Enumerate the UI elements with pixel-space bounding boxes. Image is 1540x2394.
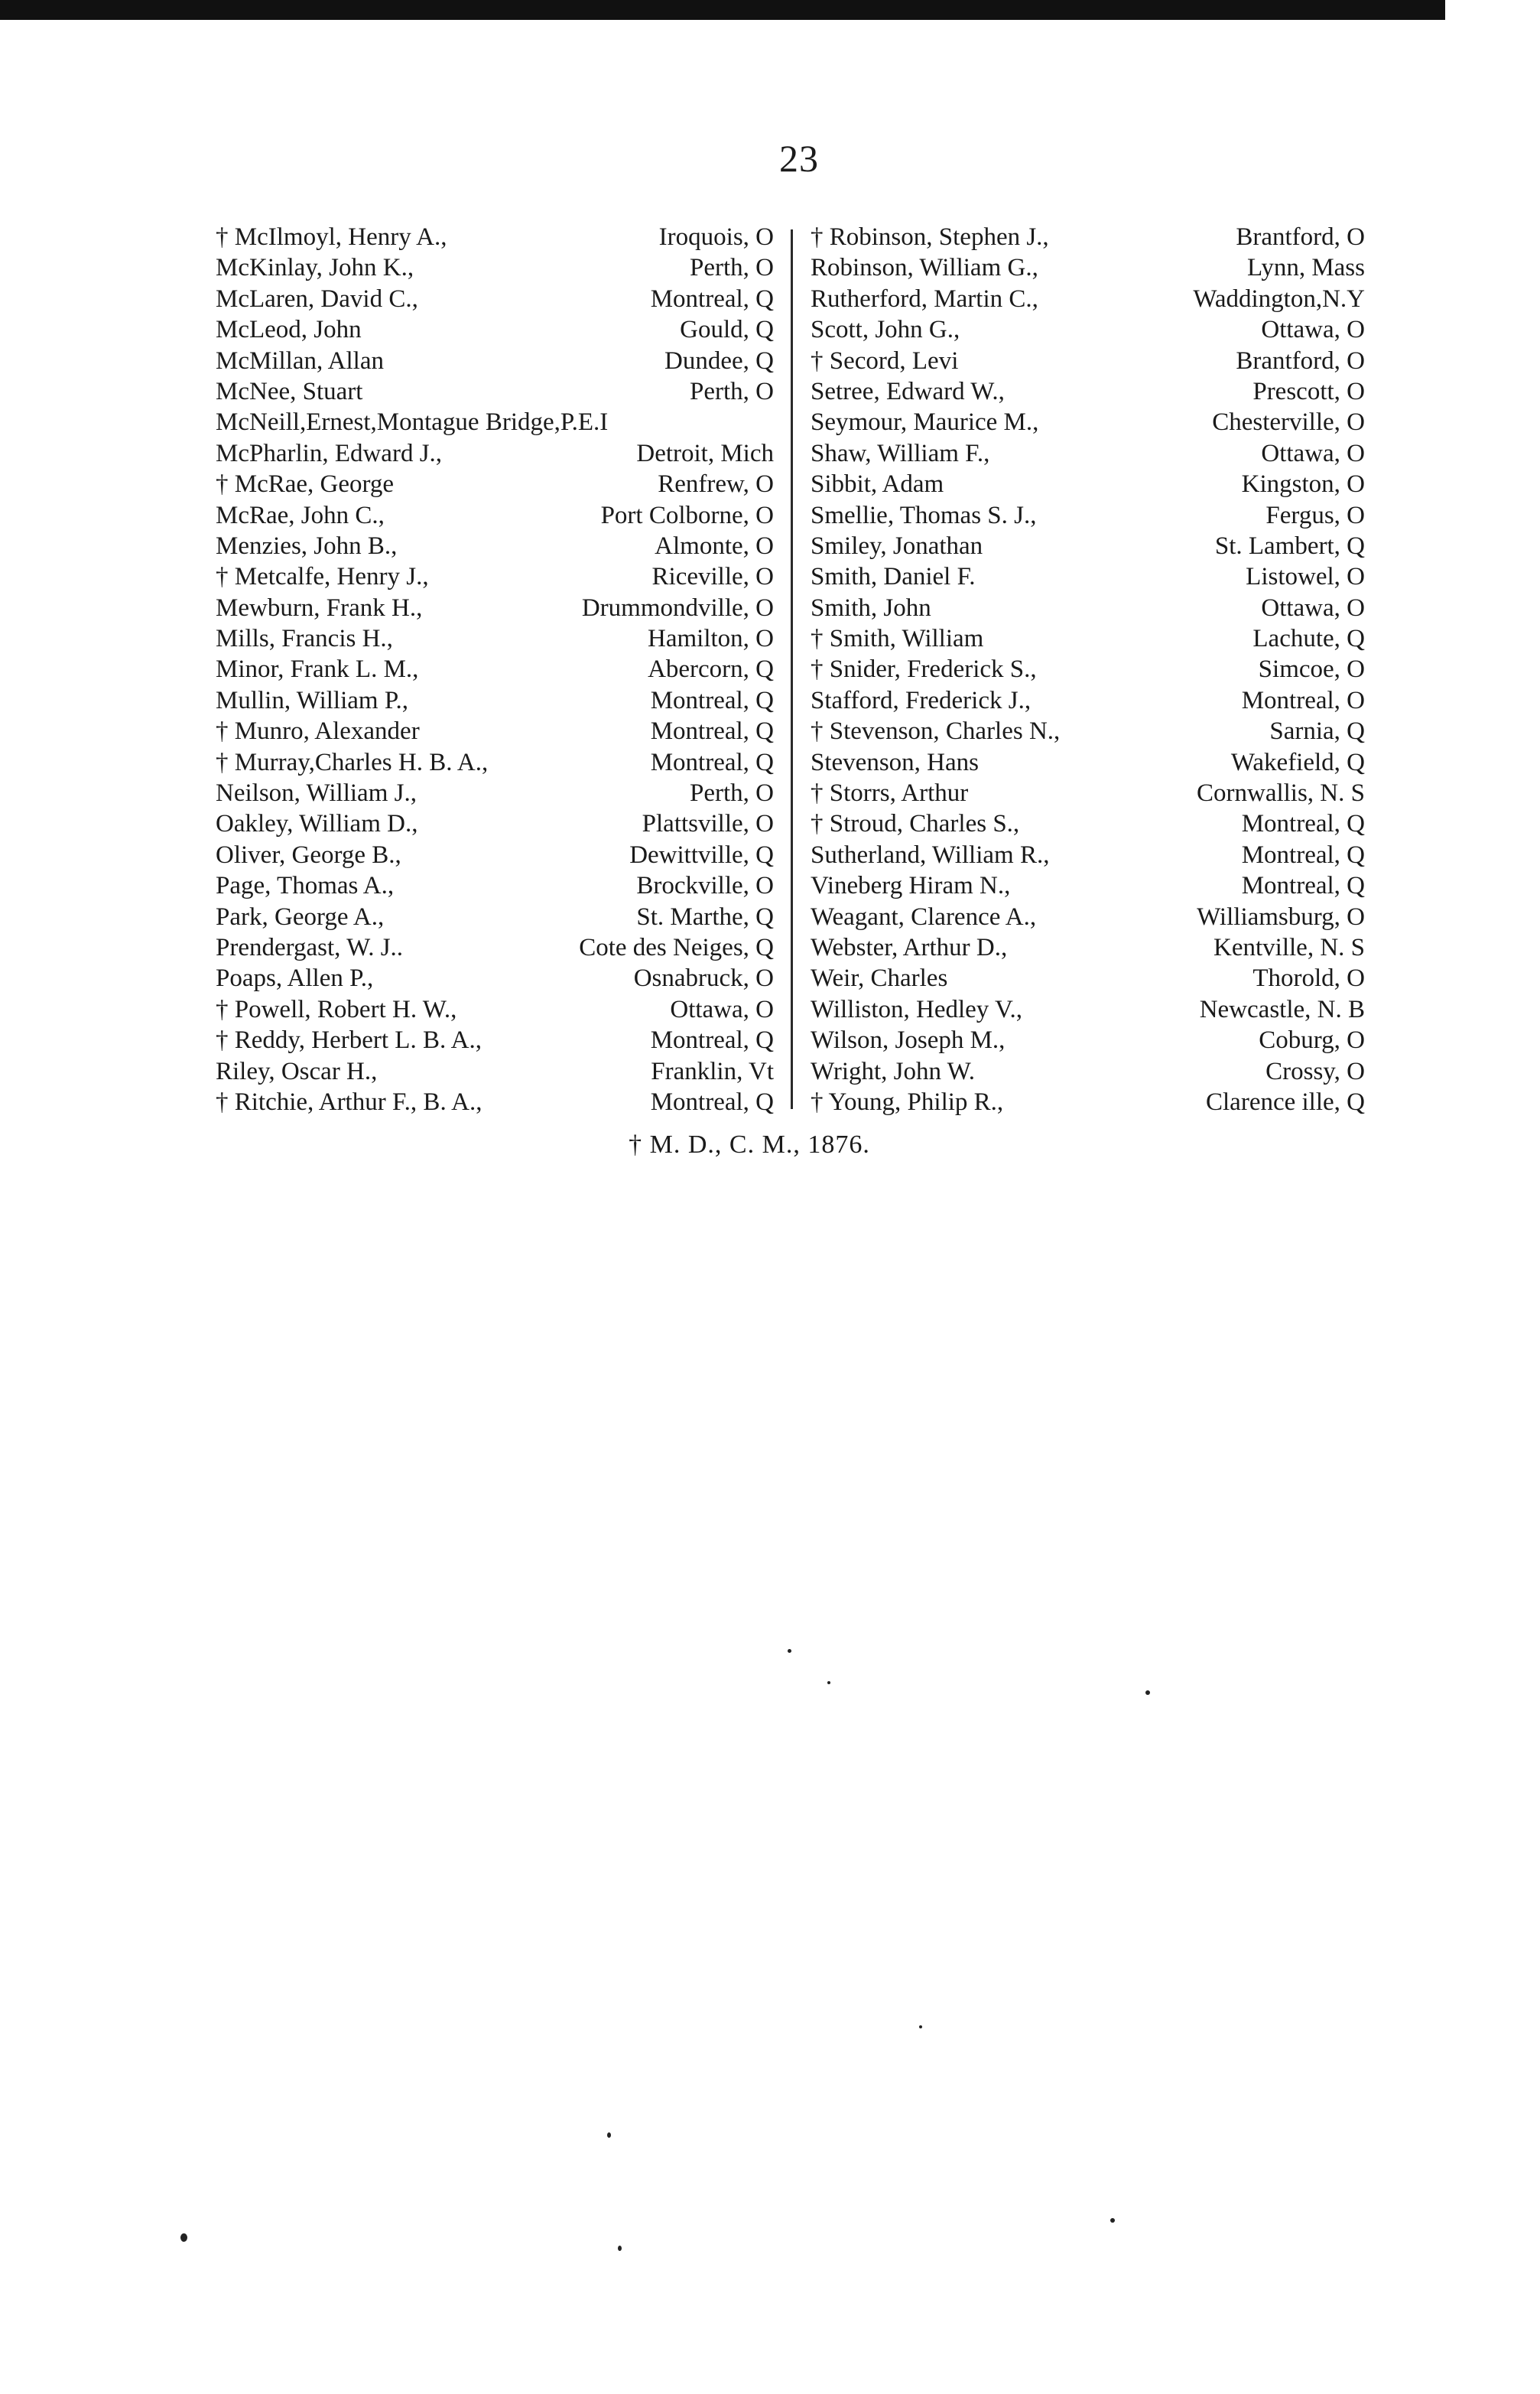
directory-entry [811, 902, 1365, 932]
entry-place: Brantford, O [1236, 223, 1365, 251]
entry-name: Weagant, Clarence A., [811, 903, 1037, 931]
entry-place: Brockville, O [636, 872, 774, 900]
directory-entry [811, 469, 1365, 499]
entry-place: Fergus, O [1265, 501, 1365, 529]
entry-name: McPharlin, Edward J., [216, 439, 443, 467]
scan-speck [827, 1681, 830, 1684]
directory-entry [811, 932, 1365, 963]
entry-name: † Snider, Frederick S., [811, 655, 1037, 684]
entry-name: Wilson, Joseph M., [811, 1026, 1006, 1055]
directory-entry [811, 1056, 1365, 1087]
entry-name: Menzies, John B., [216, 532, 398, 560]
directory-entry [811, 346, 1365, 376]
directory-entry [811, 438, 1365, 469]
directory-entry [216, 1087, 774, 1117]
entry-place: Detroit, Mich [636, 439, 774, 467]
entry-place: Montreal, Q [650, 748, 774, 776]
directory-entry [216, 531, 774, 561]
entry-name: Scott, John G., [811, 316, 960, 344]
entry-name: † Robinson, Stephen J., [811, 223, 1049, 251]
entry-name: † Stevenson, Charles N., [811, 717, 1061, 746]
directory-entry [811, 963, 1365, 994]
page-number: 23 [779, 137, 819, 180]
entry-place: Wakefield, Q [1230, 748, 1365, 776]
entry-name: Page, Thomas A., [216, 872, 395, 900]
entry-place: Perth, O [690, 254, 774, 282]
directory-entry [216, 902, 774, 932]
entry-place: Brantford, O [1236, 346, 1365, 375]
entry-place: Chesterville, O [1212, 408, 1365, 437]
left-column [216, 222, 774, 1117]
directory-entry [811, 500, 1365, 531]
entry-place: Plattsville, O [642, 810, 774, 838]
entry-name: McLeod, John [216, 316, 362, 344]
entry-name: † McRae, George [216, 470, 395, 499]
directory-entry [811, 994, 1365, 1025]
directory-entry [216, 870, 774, 901]
entry-place: Montreal, Q [650, 285, 774, 313]
entry-place: Crossy, O [1265, 1057, 1365, 1085]
entry-place: Cote des Neiges, Q [579, 933, 774, 961]
entry-place: Perth, O [690, 377, 774, 405]
entry-name: Sibbit, Adam [811, 470, 944, 499]
entry-name: † Ritchie, Arthur F., B. A., [216, 1088, 482, 1116]
entry-name: Weir, Charles [811, 964, 948, 993]
entry-name: Vineberg Hiram N., [811, 872, 1011, 900]
entry-name: McNee, Stuart [216, 377, 363, 405]
directory-entry [811, 593, 1365, 623]
entry-place: Osnabruck, O [633, 964, 774, 993]
entry-place: Hamilton, O [648, 625, 774, 653]
entry-name: Williston, Hedley V., [811, 995, 1023, 1023]
entry-place: Perth, O [690, 779, 774, 808]
entry-place: Clarence ille, Q [1206, 1088, 1365, 1116]
entry-place: Montreal, Q [1241, 872, 1365, 900]
entry-name: Stafford, Frederick J., [811, 686, 1032, 714]
entry-place: Cornwallis, N. S [1196, 779, 1365, 808]
directory-entry [811, 840, 1365, 870]
entry-name: † Smith, William [811, 625, 984, 653]
entry-place: Sarnia, Q [1269, 717, 1365, 746]
directory-entry [216, 747, 774, 778]
entry-place: Ottawa, O [1261, 439, 1365, 467]
directory-entry [216, 778, 774, 808]
directory-entry [216, 1056, 774, 1087]
entry-name: † Stroud, Charles S., [811, 810, 1020, 838]
scan-speck [919, 2025, 922, 2028]
directory-entry [216, 469, 774, 499]
entry-place: Ottawa, O [670, 995, 774, 1023]
entry-place: Montreal, Q [650, 1088, 774, 1116]
scan-speck [618, 2246, 622, 2251]
directory-entry [216, 685, 774, 716]
directory-entry [811, 747, 1365, 778]
entry-place: Montreal, Q [650, 686, 774, 714]
entry-name: † Young, Philip R., [811, 1088, 1004, 1116]
entry-name: Minor, Frank L. M., [216, 655, 419, 684]
entry-name: Smith, Daniel F. [811, 563, 976, 591]
directory-entry [216, 407, 774, 437]
directory-entry [216, 222, 774, 252]
directory-entry [216, 1025, 774, 1056]
entry-name: Webster, Arthur D., [811, 933, 1008, 961]
directory-entry [811, 808, 1365, 839]
directory-entry [216, 932, 774, 963]
entry-name: Sutherland, William R., [811, 841, 1050, 869]
entry-place: Renfrew, O [658, 470, 774, 499]
entry-name: McRae, John C., [216, 501, 385, 529]
scan-speck [788, 1649, 791, 1653]
entry-name: Smellie, Thomas S. J., [811, 501, 1037, 529]
entry-place: Thorold, O [1252, 964, 1365, 993]
directory-entry [216, 376, 774, 407]
directory-entry [811, 870, 1365, 901]
entry-name: Prendergast, W. J.. [216, 933, 404, 961]
entry-place: Montreal, Q [1241, 841, 1365, 869]
entry-place: Almonte, O [655, 532, 774, 560]
directory-entry [216, 346, 774, 376]
column-divider [791, 229, 793, 1109]
directory-entry [811, 314, 1365, 345]
entry-place: Montreal, Q [650, 1026, 774, 1055]
scan-border-bar [0, 0, 1445, 20]
entry-place: Gould, Q [680, 316, 774, 344]
entry-name: † Metcalfe, Henry J., [216, 563, 429, 591]
directory-entry [216, 252, 774, 283]
scan-speck [1145, 1690, 1150, 1695]
entry-place: Montreal, Q [650, 717, 774, 746]
entry-name: Stevenson, Hans [811, 748, 979, 776]
entry-place: Newcastle, N. B [1199, 995, 1365, 1023]
directory-entry [811, 252, 1365, 283]
entry-place: Ottawa, O [1261, 316, 1365, 344]
directory-entry [216, 994, 774, 1025]
entry-name: McMillan, Allan [216, 346, 384, 375]
entry-name: Setree, Edward W., [811, 377, 1005, 405]
entry-name: Oliver, George B., [216, 841, 401, 869]
entry-name: McLaren, David C., [216, 285, 418, 313]
directory-entry [216, 840, 774, 870]
entry-name: McNeill,Ernest,Montague Bridge,P.E.I [216, 408, 609, 437]
entry-place: Prescott, O [1252, 377, 1365, 405]
entry-place: Kingston, O [1241, 470, 1365, 499]
entry-name: † Storrs, Arthur [811, 779, 969, 808]
entry-place: Ottawa, O [1261, 594, 1365, 622]
directory-entry [811, 1025, 1365, 1056]
scan-speck [1110, 2218, 1115, 2223]
entry-name: Mills, Francis H., [216, 625, 393, 653]
entry-name: Smith, John [811, 594, 931, 622]
entry-name: Park, George A., [216, 903, 385, 931]
footnote: † M. D., C. M., 1876. [629, 1130, 870, 1159]
entry-place: Abercorn, Q [648, 655, 774, 684]
entry-name: Seymour, Maurice M., [811, 408, 1039, 437]
directory-entry [811, 1087, 1365, 1117]
directory-entry [216, 963, 774, 994]
entry-place: Port Colborne, O [600, 501, 774, 529]
entry-name: Riley, Oscar H., [216, 1057, 378, 1085]
directory-entry [216, 593, 774, 623]
directory-entry [811, 561, 1365, 592]
entry-name: † Powell, Robert H. W., [216, 995, 457, 1023]
entry-place: Dewittville, Q [629, 841, 774, 869]
entry-place: Simcoe, O [1258, 655, 1365, 684]
entry-name: † Secord, Levi [811, 346, 959, 375]
entry-name: Robinson, William G., [811, 254, 1038, 282]
entry-name: Oakley, William D., [216, 810, 418, 838]
entry-name: † Reddy, Herbert L. B. A., [216, 1026, 482, 1055]
entry-name: Neilson, William J., [216, 779, 417, 808]
directory-entry [811, 222, 1365, 252]
entry-name: † Munro, Alexander [216, 717, 420, 746]
entry-name: † Murray,Charles H. B. A., [216, 748, 489, 776]
entry-place: Williamsburg, O [1197, 903, 1365, 931]
entry-place: Riceville, O [651, 563, 774, 591]
entry-place: Drummondville, O [581, 594, 774, 622]
right-column [811, 222, 1365, 1117]
entry-place: St. Marthe, Q [636, 903, 774, 931]
directory-entry [216, 500, 774, 531]
entry-place: Lynn, Mass [1246, 254, 1365, 282]
scan-speck [607, 2132, 611, 2138]
directory-entry [216, 808, 774, 839]
directory-entry [216, 284, 774, 314]
entry-place: Iroquois, O [658, 223, 774, 251]
entry-name: Mewburn, Frank H., [216, 594, 423, 622]
scan-speck [180, 2233, 187, 2242]
directory-entry [811, 685, 1365, 716]
entry-name: † McIlmoyl, Henry A., [216, 223, 447, 251]
entry-place: St. Lambert, Q [1214, 532, 1365, 560]
directory-entry [811, 376, 1365, 407]
entry-place: Montreal, O [1241, 686, 1365, 714]
directory-entry [811, 654, 1365, 685]
directory-entry [811, 284, 1365, 314]
entry-place: Listowel, O [1246, 563, 1365, 591]
directory-entry [216, 654, 774, 685]
entry-place: Coburg, O [1259, 1026, 1365, 1055]
entry-name: Rutherford, Martin C., [811, 285, 1038, 313]
directory-entry [216, 438, 774, 469]
directory-entry [216, 716, 774, 746]
directory-entry [216, 314, 774, 345]
entry-place: Lachute, Q [1252, 625, 1365, 653]
entry-place: Montreal, Q [1241, 810, 1365, 838]
entry-name: Wright, John W. [811, 1057, 976, 1085]
directory-entry [216, 623, 774, 654]
entry-place: Waddington,N.Y [1193, 285, 1365, 313]
entry-place: Franklin, Vt [651, 1057, 774, 1085]
directory-entry [216, 561, 774, 592]
entry-name: McKinlay, John K., [216, 254, 414, 282]
directory-entry [811, 778, 1365, 808]
entry-name: Smiley, Jonathan [811, 532, 983, 560]
entry-name: Shaw, William F., [811, 439, 990, 467]
directory-entry [811, 407, 1365, 437]
entry-place: Kentville, N. S [1213, 933, 1365, 961]
directory-entry [811, 623, 1365, 654]
directory-entry [811, 531, 1365, 561]
directory-entry [811, 716, 1365, 746]
entry-name: Poaps, Allen P., [216, 964, 374, 993]
entry-place: Dundee, Q [664, 346, 774, 375]
entry-name: Mullin, William P., [216, 686, 409, 714]
